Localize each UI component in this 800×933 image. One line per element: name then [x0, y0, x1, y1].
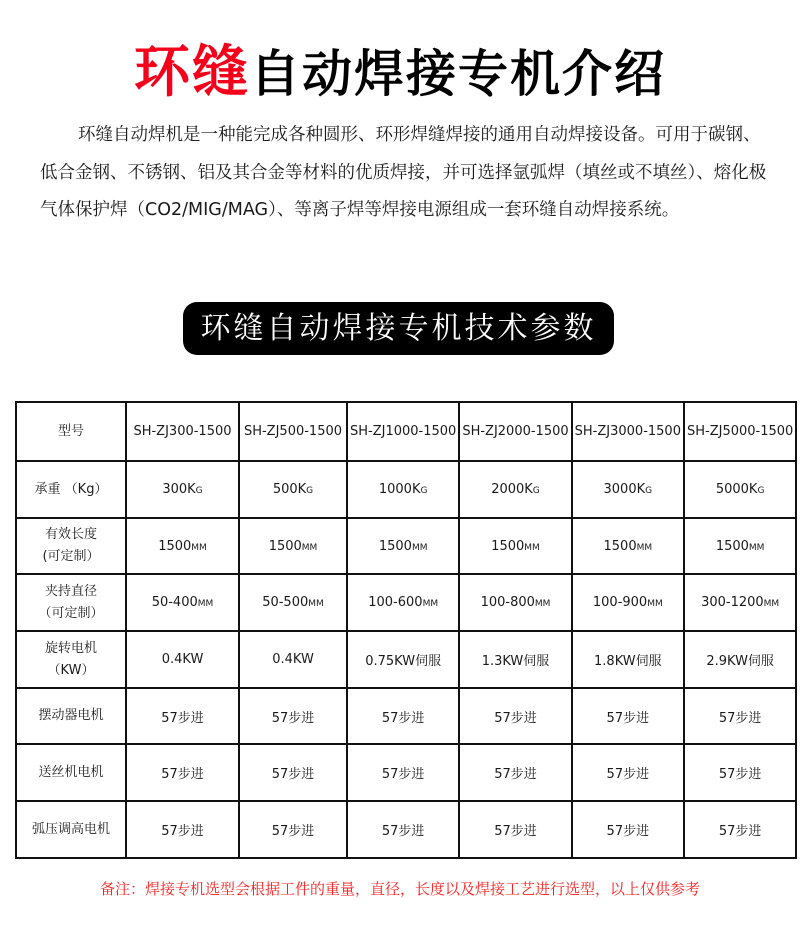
cell-value: 57步进 — [606, 767, 650, 782]
cell-unit: MM — [308, 599, 324, 609]
table-cell — [572, 518, 684, 574]
table-cell — [239, 744, 347, 801]
cell-value: 1500 — [603, 538, 637, 554]
table-cell — [239, 518, 347, 574]
cell-value: SH-ZJ300-1500 — [133, 424, 232, 439]
spec-table — [15, 401, 797, 859]
cell-unit: MM — [636, 542, 653, 553]
row-label-line1: 弧压调高电机 — [31, 821, 110, 837]
table-cell — [347, 744, 459, 801]
cell-value: 3000K — [603, 482, 646, 497]
row-label — [16, 574, 126, 631]
table-cell — [126, 744, 239, 801]
footnote-text: 备注：焊接专机选型会根据工件的重量，直径，长度以及焊接工艺进行选型，以上仅供参考 — [99, 880, 700, 898]
cell-unit: MM — [422, 599, 439, 609]
table-cell — [684, 574, 796, 631]
table-cell — [684, 518, 796, 574]
cell-value: 57步进 — [606, 824, 650, 839]
cell-unit: MM — [763, 599, 780, 609]
table-cell — [459, 801, 571, 858]
row-label — [16, 631, 126, 688]
cell-value: 50-400 — [151, 595, 198, 610]
row-label — [16, 461, 126, 518]
cell-unit: G — [195, 486, 203, 496]
cell-value: 50-500 — [262, 595, 309, 610]
table-cell — [684, 461, 796, 518]
cell-value: 57步进 — [494, 710, 537, 726]
table-row — [16, 574, 796, 631]
cell-value: 5000K — [715, 482, 758, 497]
row-label-line1: 有效长度 — [44, 527, 97, 542]
table-cell — [684, 688, 796, 744]
row-label-line1: 旋转电机 — [44, 640, 97, 656]
table-row — [16, 402, 796, 461]
cell-value: 57步进 — [161, 767, 204, 782]
cell-unit: MM — [748, 542, 765, 553]
cell-value: 57步进 — [271, 824, 315, 839]
cell-unit: MM — [647, 599, 663, 609]
cell-value: SH-ZJ5000-1500 — [686, 424, 794, 439]
cell-value: 57步进 — [606, 710, 650, 726]
cell-value: 57步进 — [718, 710, 762, 726]
cell-value: 57步进 — [494, 824, 537, 839]
table-cell — [239, 574, 347, 631]
table-cell — [572, 574, 684, 631]
cell-value: 57步进 — [381, 710, 425, 726]
table-cell — [126, 688, 239, 744]
table-cell — [572, 461, 684, 518]
cell-unit: MM — [191, 542, 207, 553]
table-cell — [239, 801, 347, 858]
cell-value: 0.4KW — [272, 652, 314, 667]
table-cell — [459, 631, 571, 688]
cell-unit: G — [306, 486, 314, 496]
cell-value: 2.9KW伺服 — [706, 654, 774, 669]
cell-value: SH-ZJ3000-1500 — [574, 424, 681, 439]
table-cell — [347, 574, 459, 631]
table-row — [16, 518, 796, 574]
table-cell — [459, 461, 571, 518]
table-row — [16, 631, 796, 688]
table-cell — [572, 801, 684, 858]
table-cell — [459, 688, 571, 744]
cell-value: 1000K — [378, 482, 421, 497]
table-cell — [239, 461, 347, 518]
cell-value: 100-600 — [368, 595, 423, 610]
table-row — [16, 688, 796, 744]
model-cell — [347, 402, 459, 461]
row-label-line1: 摆动器电机 — [38, 708, 104, 723]
table-cell — [572, 631, 684, 688]
table-cell — [239, 688, 347, 744]
intro-paragraph: 环缝自动焊机是一种能完成各种圆形、环形焊缝焊接的通用自动焊接设备。可用于碳钢、低合金钢、不锈钢、铝及其合金等材料的优质焊接，并可选择氩弧焊（填丝或不填丝）、熔化极气体保护焊（CO2/MIG/MAG）、等离子焊等焊接电源组成一套环缝自动焊接系统。 — [40, 125, 767, 220]
cell-value: 57步进 — [381, 824, 425, 839]
cell-value: 300K — [162, 482, 196, 497]
cell-unit: G — [645, 486, 653, 496]
table-cell — [347, 518, 459, 574]
row-label — [16, 402, 126, 461]
table-cell — [684, 744, 796, 801]
cell-value: 0.75KW伺服 — [365, 654, 442, 669]
footnote — [0, 878, 800, 900]
page-title-highlight: 环缝 — [134, 40, 250, 105]
table-row — [16, 744, 796, 801]
cell-unit: G — [532, 486, 540, 496]
cell-value: 100-800 — [480, 595, 535, 610]
table-cell — [572, 688, 684, 744]
cell-unit: MM — [197, 599, 214, 609]
cell-value: 1500 — [158, 538, 192, 554]
row-label-line2: （可定制） — [38, 605, 104, 621]
model-cell — [126, 402, 239, 461]
table-cell — [126, 631, 239, 688]
row-label-line2: (可定制） — [42, 549, 100, 564]
cell-value: 100-900 — [592, 595, 648, 610]
cell-value: 57步进 — [271, 710, 315, 726]
row-label — [16, 688, 126, 744]
model-cell — [572, 402, 684, 461]
table-cell — [347, 801, 459, 858]
cell-value: 57步进 — [718, 824, 762, 839]
table-cell — [572, 744, 684, 801]
table-cell — [684, 631, 796, 688]
table-cell — [459, 744, 571, 801]
model-cell — [459, 402, 571, 461]
cell-value: 57步进 — [161, 824, 204, 839]
row-label-line1: 承重 （Kg） — [34, 481, 108, 497]
row-label — [16, 801, 126, 858]
cell-unit: MM — [534, 599, 551, 609]
cell-value: 57步进 — [271, 767, 315, 782]
cell-unit: MM — [301, 542, 318, 553]
cell-value: 57步进 — [381, 767, 425, 782]
section-banner-title: 环缝自动焊接专机技术参数 — [200, 311, 597, 346]
cell-value: 1.3KW伺服 — [481, 654, 550, 669]
model-cell — [239, 402, 347, 461]
row-label-line1: 夹持直径 — [44, 583, 97, 599]
cell-value: 2000K — [491, 482, 533, 497]
row-label-line2: （KW） — [47, 662, 95, 678]
cell-value: 300-1200 — [701, 595, 764, 610]
cell-unit: G — [420, 486, 428, 496]
table-cell — [347, 688, 459, 744]
model-cell — [684, 402, 796, 461]
cell-unit: MM — [524, 542, 540, 553]
table-cell — [126, 518, 239, 574]
table-cell — [684, 801, 796, 858]
cell-value: 57步进 — [494, 767, 537, 782]
table-cell — [347, 631, 459, 688]
cell-value: 1500 — [491, 538, 525, 554]
cell-value: 1500 — [715, 538, 749, 554]
table-cell — [459, 518, 571, 574]
table-cell — [239, 631, 347, 688]
table-cell — [347, 461, 459, 518]
page-title-rest: 自动焊接专机介绍 — [250, 45, 666, 103]
cell-value: 1500 — [378, 538, 412, 554]
intro-section — [40, 117, 770, 230]
cell-value: SH-ZJ1000-1500 — [350, 424, 457, 439]
cell-unit: G — [757, 486, 765, 496]
page-title — [0, 38, 800, 109]
cell-value: 1.8KW伺服 — [594, 654, 662, 669]
cell-value: SH-ZJ500-1500 — [243, 424, 343, 439]
table-row — [16, 461, 796, 518]
cell-value: 1500 — [268, 538, 302, 554]
cell-value: 57步进 — [161, 710, 204, 726]
table-cell — [126, 461, 239, 518]
table-cell — [126, 574, 239, 631]
cell-value: 57步进 — [718, 767, 762, 782]
table-cell — [459, 574, 571, 631]
row-label-line1: 型号 — [57, 423, 84, 439]
cell-unit: MM — [411, 542, 428, 553]
cell-value: 0.4KW — [161, 652, 204, 667]
table-cell — [126, 801, 239, 858]
row-label-line1: 送丝机电机 — [38, 764, 104, 780]
row-label — [16, 744, 126, 801]
row-label — [16, 518, 126, 574]
section-banner — [183, 302, 614, 355]
table-row — [16, 801, 796, 858]
cell-value: SH-ZJ2000-1500 — [462, 424, 569, 439]
cell-value: 500K — [272, 482, 307, 497]
